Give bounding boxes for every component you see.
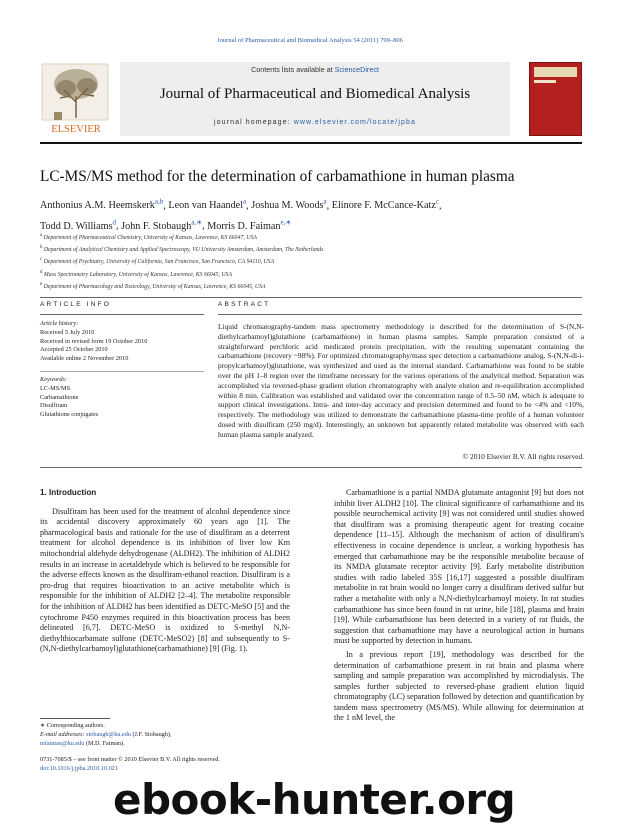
history-item: Received 5 July 2010 xyxy=(40,328,95,336)
keyword: Carbamathione xyxy=(40,393,79,401)
email-line: E-mail addresses: stobaugh@ku.edu (J.F. Stobaugh), xyxy=(40,730,172,738)
keywords-label: Keywords: xyxy=(40,376,68,383)
issn-block xyxy=(40,756,340,774)
footnote-rule xyxy=(40,718,110,719)
body-column-right xyxy=(334,488,584,727)
masthead-banner xyxy=(120,62,510,136)
history-item: Received in revised form 19 October 2010 xyxy=(40,337,148,345)
masthead-rule xyxy=(40,142,582,144)
body-paragraph: Carbamathione is a partial NMDA glutamate antagonist [9] but does not inhibit liver ALDH2 [10]. The clinical significance of carbamathione and its possible neurochemical activity [9] was not considered until studies showed that disulfiram was a promising therapeutic agent for treating cocaine dependence [11–15]. Although the mechanism of action of disulfiram's effectiveness in cocaine dependence is unclear, a working hypothesis has emerged that carbamathione may be the responsible metabolite because of its NMDA glutamate receptor activity [9]. Early metabolite distribution studies with radio labeled 35S [16,17] suggested a possible disulfiram metabolite in rat brain would no longer carry a disulfiram derived sulfur but rather a metabolite with only a N,N-diethylcarbamoyl moiety. In rat studies carbamathione has since been found in rat urine, bile [18], plasma and brain [19]. While carbamathione has been detected in a variety of rat fluids, the suggestion that carbamathione may have a neurological action in humans must be supported by detection in humans. xyxy=(334,488,584,646)
abstract-rule xyxy=(218,314,582,315)
abstract-end-rule xyxy=(40,467,582,468)
email-line: mfaiman@ku.edu (M.D. Faiman). xyxy=(40,739,125,747)
history-item: Accepted 25 October 2010 xyxy=(40,346,108,354)
affiliation: $^b$ Department of Analytical Chemistry and Applied Spectroscopy, VU University Amsterdam, Amsterdam, The Netherlands xyxy=(40,245,324,254)
article-title: LC-MS/MS method for the determination of carbamathione in human plasma xyxy=(40,168,515,185)
history-item: Available online 2 November 2010 xyxy=(40,355,129,363)
affiliation: $^a$ Department of Pharmaceutical Chemistry, University of Kansas, Lawrence, KS 66047, USA xyxy=(40,233,257,241)
journal-homepage xyxy=(120,119,510,126)
article-info-heading: ARTICLE INFO xyxy=(40,301,112,308)
email-link[interactable]: stobaugh@ku.edu xyxy=(86,730,131,738)
cover-title-band xyxy=(534,67,577,77)
watermark-text: ebook-hunter.org xyxy=(113,775,516,824)
cover-subtitle-band xyxy=(534,80,556,83)
keyword: Glutathione conjugates xyxy=(40,411,99,419)
journal-cover-thumbnail xyxy=(529,62,582,136)
abstract-heading: ABSTRACT xyxy=(218,301,271,308)
affiliation: $^e$ Department of Pharmacology and Toxicology, University of Kansas, Lawrence, KS 66045, USA xyxy=(40,281,266,290)
author-list: Anthonius A.M. Heemskerk$^{a,b}$, Leon van Haandel$^a$, Joshua M. Woods$^a$, Elinore F. McCance-Katz$^c$, Todd D. Williams$^d$, John F. Stobaugh$^{a,∗}$, Morris D. Faiman$^{e,∗}$ xyxy=(40,198,442,232)
journal-title: Journal of Pharmaceutical and Biomedical Analysis xyxy=(159,86,471,102)
author: Todd D. Williams$^d$ xyxy=(40,218,117,232)
body-paragraph: Disulfiram has been used for the treatment of alcohol dependence since its accidental discovery approximately 60 years ago [1]. The pharmacological basis and rationale for the use of disulfiram as a deterrent treatment for alcohol dependence is its inhibition of liver low Km mitochondrial aldehyde dehydrogenase (ALDH2). The inhibition of ALDH2 results in an increase in acetaldehyde which is believed to be responsible for the adverse effects known as the disulfiram-ethanol reaction. Disulfiram is a pro-drug that requires bioactivation to an active metabolite which is responsible for the inhibition of ALDH2 [2–4]. The metabolite responsible for the inhibition of ALDH2 has been identified as DETC-MeSO [5] and the cytochrome P450 enzymes required in this bioactivation process has been delineated [6,7]. DETC-MeSO is oxidized to S-methyl N,N-diethylthiocarbamate sulfone (DETC-MeSO2) [8] and subsequently to S-(N,N-diethylcarbamoyl)glutathione(carbamathione) [9] (Fig. 1). xyxy=(40,506,290,654)
homepage-prefix: journal homepage: xyxy=(214,119,294,126)
corresponding-note: ∗ Corresponding authors. xyxy=(40,722,105,729)
author: John F. Stobaugh$^{a,∗}$ xyxy=(121,218,203,232)
section-heading: 1. Introduction xyxy=(40,488,97,497)
affiliation: $^c$ Department of Psychiatry, University of California, San Francisco, San Francisco, CA 94110, USA xyxy=(40,257,275,266)
author: Joshua M. Woods$^a$ xyxy=(251,198,327,212)
sciencedirect-link[interactable]: ScienceDirect xyxy=(334,65,379,74)
abstract-text: Liquid chromatography-tandem mass spectrometry methodology is described for the determination of S-(N,N-diethylcarbamoyl)glutathione (carbamathione) in human plasma samples. Sample preparation consisted of a straightforward perchloric acid medicated protein precipitation, with the resulting supernatant containing the carbamathione (recovery ~98%). For optimized chromatography/mass spec detection a carbamathione analog, S-(N,N-di-i-propylcarbamoyl)glutathione, was synthesized and used as the internal standard. Carbamathione was found to be stable over the pH 1–8 region over the timeframe necessary for the various operations of the analytical method. Separation was accomplished via reversed-phase gradient elution chromatography with analyte elution and re-equilibration accomplished within 8 min. Calibration was established and validated over the concentration range of 0.5–50 nM, which is adequate to support clinical investigations. Intra- and inter-day accuracy and precision determined and found to be <4% and <10%, respectively. The methodology was utilized to demonstrate the carbamathione plasma-time profile of a human volunteer dosed with disulfiram (250 mg/d). Interestingly, an unknown but apparently related metabolite was observed with each human plasma sample analyzed. xyxy=(218,322,584,439)
footnotes xyxy=(40,722,300,748)
author: Elinore F. McCance-Katz$^c$ xyxy=(331,198,439,212)
author: Anthonius A.M. Heemskerk$^{a,b}$ xyxy=(40,198,164,212)
article-history xyxy=(40,320,204,364)
contents-line xyxy=(120,65,510,74)
issn-line: 0731-7085/$ – see front matter © 2010 Elsevier B.V. All rights reserved. xyxy=(40,756,220,763)
contents-prefix: Contents lists available at xyxy=(251,65,335,74)
body-column-left xyxy=(40,488,290,658)
running-head[interactable]: Journal of Pharmaceutical and Biomedical Analysis 54 (2011) 799–806 xyxy=(217,37,403,44)
elsevier-logo xyxy=(40,62,112,136)
affiliations xyxy=(40,231,585,292)
info-rule xyxy=(40,314,204,315)
homepage-link[interactable]: www.elsevier.com/locate/jpba xyxy=(293,119,416,126)
affiliation: $^d$ Mass Spectrometry Laboratory, University of Kansas, Lawrence, KS 66045, USA xyxy=(40,269,232,278)
keywords-rule xyxy=(40,371,204,372)
doi-link[interactable]: doi:10.1016/j.jpba.2010.10.021 xyxy=(40,764,118,772)
journal-masthead xyxy=(40,62,582,136)
section-rule xyxy=(40,297,582,298)
keyword: Disulfiram xyxy=(40,402,68,410)
author: Leon van Haandel$^a$ xyxy=(168,198,247,212)
keywords xyxy=(40,376,204,420)
body-paragraph: In a previous report [19], methodology was described for the determination of carbamathione present in rat brain and plasma where sampling and sample preparation was accomplished by microdialysis. The samples further subjected to reversed-phase gradient elution liquid chromatography (LC) separation followed by detection and quantification by tandem mass spectrometry (MS/MS). While allowing for determination at the 1 nM level, the xyxy=(334,649,584,723)
history-label: Article history: xyxy=(40,320,79,327)
publisher-wordmark: ELSEVIER xyxy=(51,124,101,135)
author: Morris D. Faiman$^{e,∗}$ xyxy=(207,218,292,232)
email-link[interactable]: mfaiman@ku.edu xyxy=(40,739,85,747)
keyword: LC-MS/MS xyxy=(40,384,71,392)
copyright-line: © 2010 Elsevier B.V. All rights reserved. xyxy=(462,452,584,461)
